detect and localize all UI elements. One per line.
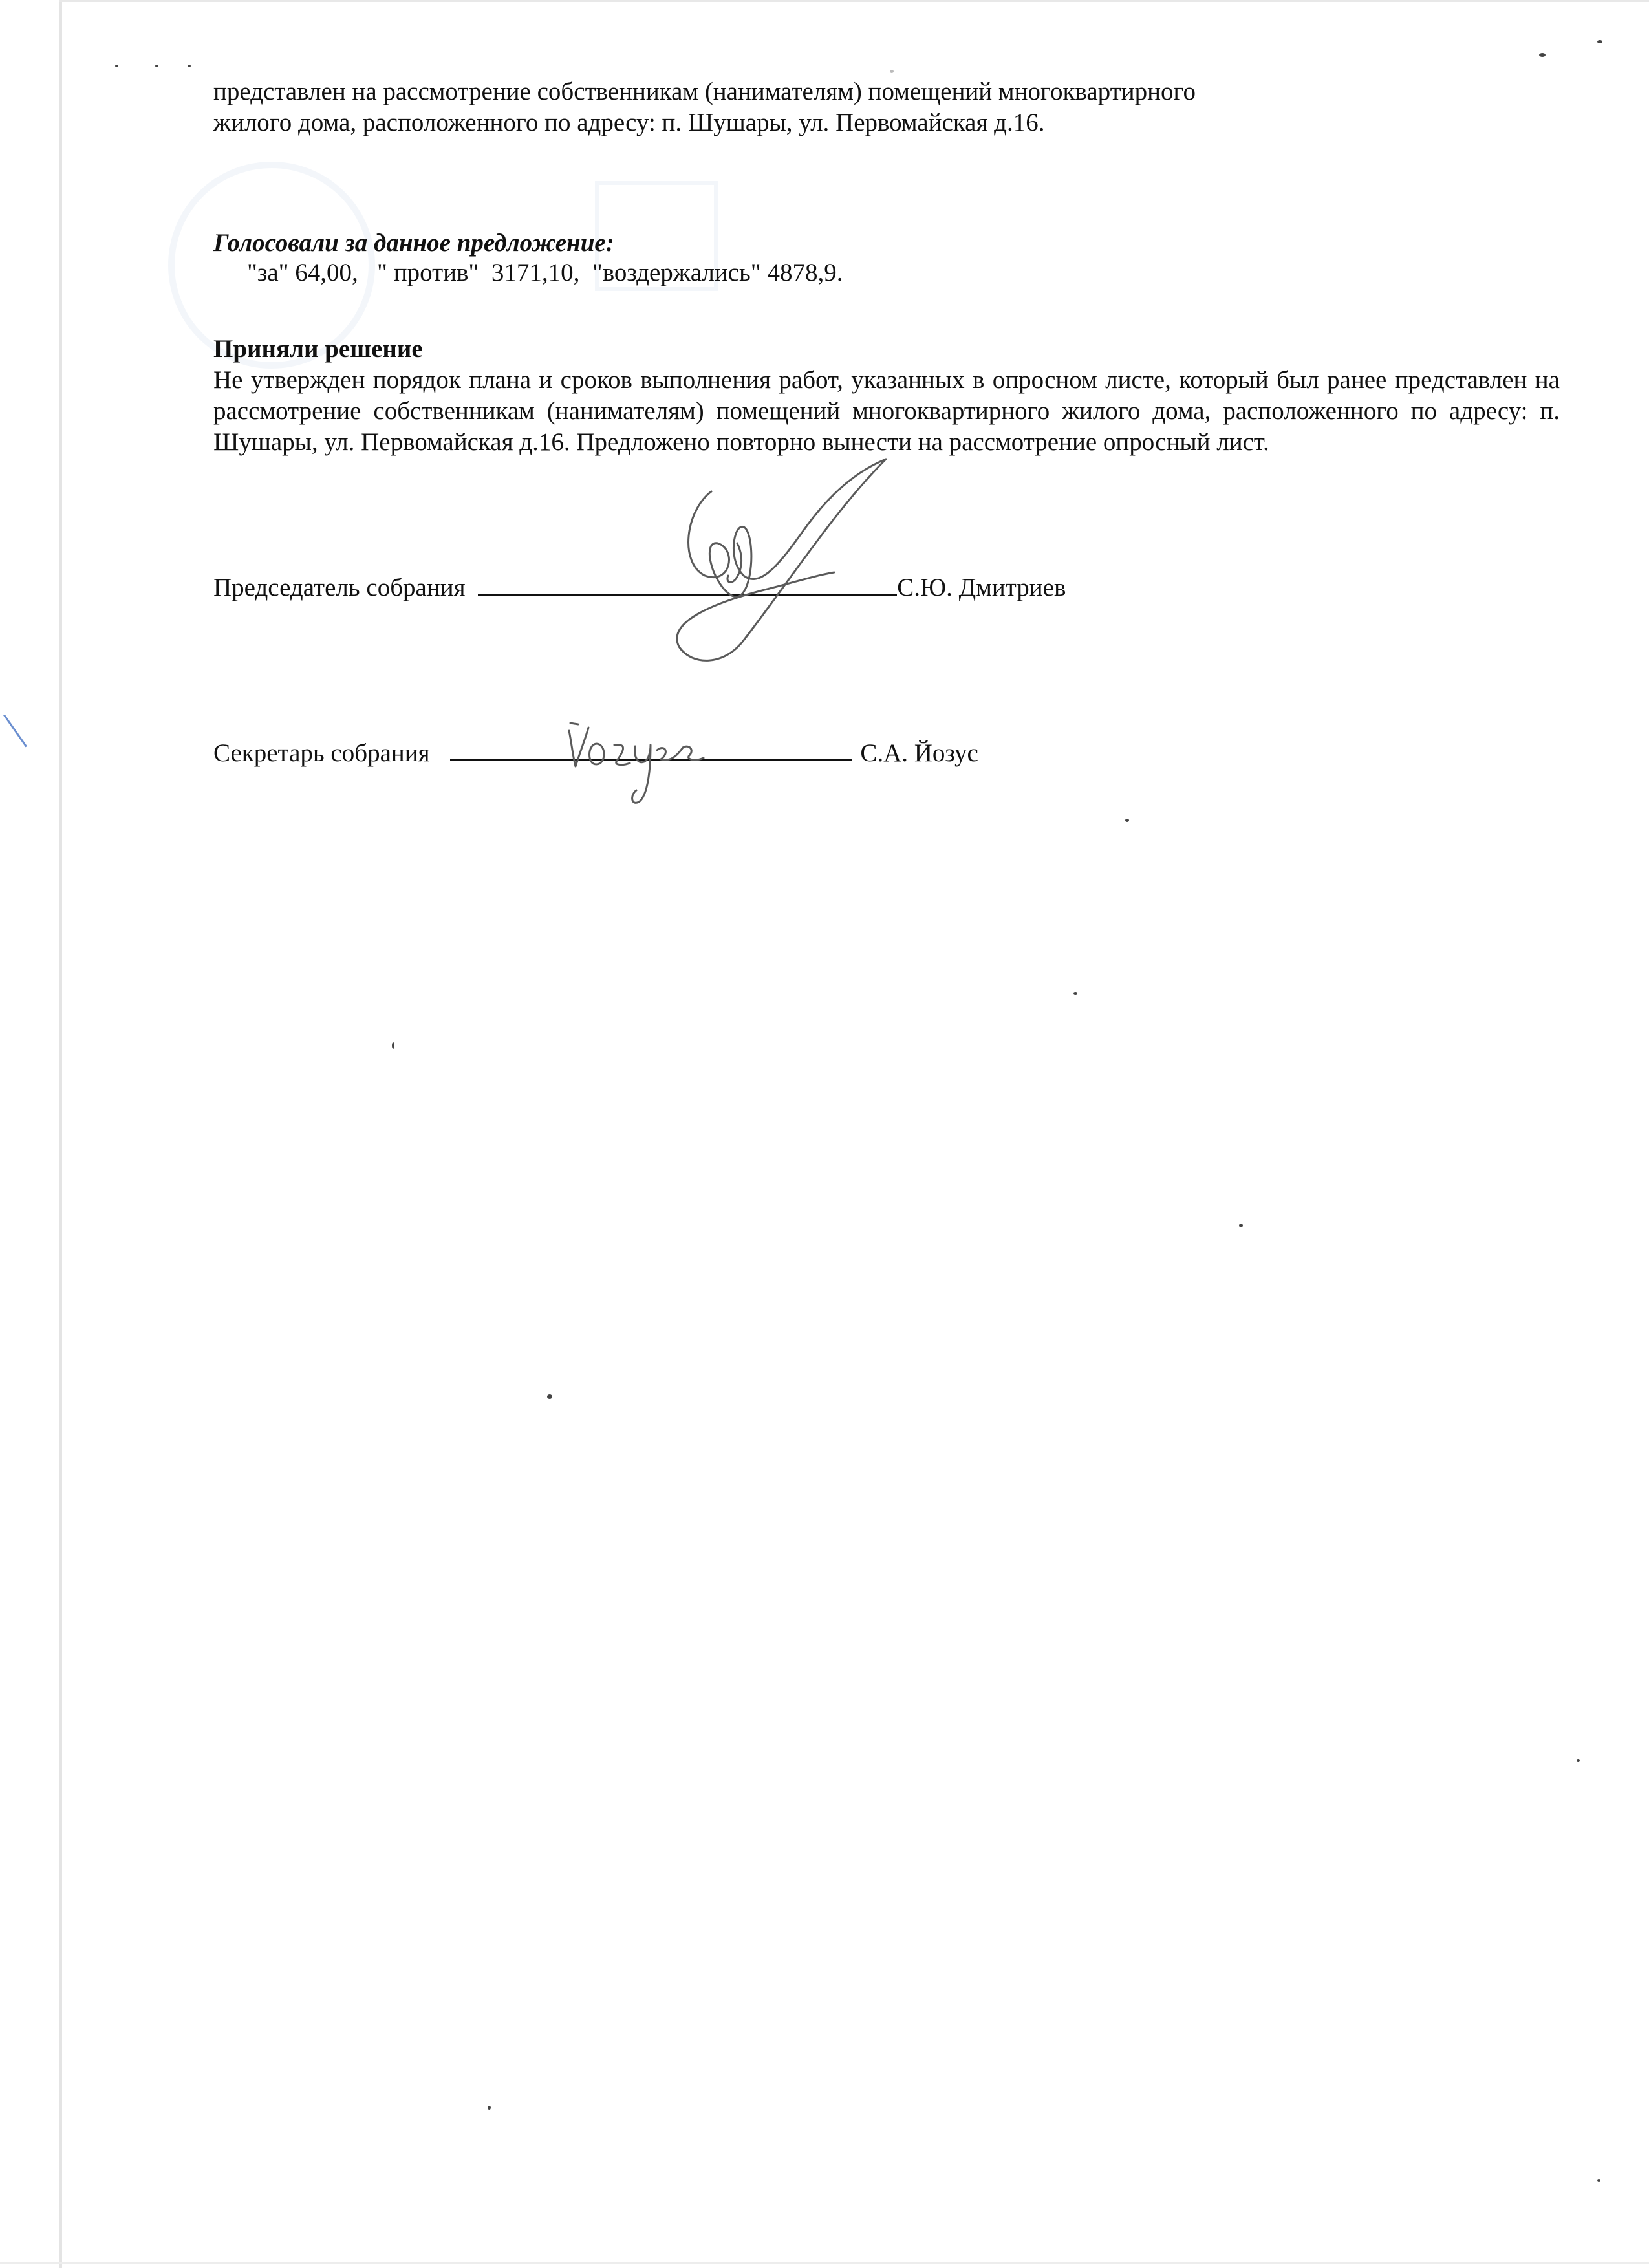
decision-text: Не утвержден порядок плана и сроков выполнения работ, указанных в опросном листе, который был ранее представлен на рассмотрение собственникам (нанимателям) помещений многоквартирного жилого дома, расположенного по адресу: п. Шушары, ул. Первомайская д.16. Предложено повторно вынести на рассмотрение опросный лист. [213, 366, 1560, 456]
scan-speck [1597, 40, 1602, 43]
scan-speck [1577, 1759, 1580, 1762]
scan-speck [1539, 53, 1546, 57]
voting-heading-block [213, 228, 1560, 259]
chairman-signature-mark [640, 453, 912, 673]
scan-speck [1239, 1224, 1243, 1227]
decision-heading: Приняли решение [213, 335, 423, 363]
scan-speck [890, 70, 894, 73]
scan-speck [115, 65, 118, 67]
scan-edge [59, 0, 1649, 2]
secretary-label: Секретарь собрания [213, 739, 430, 767]
secretary-name: С.А. Йозус [860, 739, 978, 767]
scan-speck [155, 65, 158, 67]
scan-speck [1597, 2179, 1600, 2182]
scan-blue-mark [3, 715, 27, 748]
scan-edge [0, 2262, 1649, 2264]
intro-paragraph [213, 76, 1560, 138]
scan-speck [392, 1042, 394, 1049]
scan-speck [1073, 992, 1077, 995]
voting-results: "за" 64,00, " против" 3171,10, "воздержались" 4878,9. [247, 259, 843, 286]
voting-heading: Голосовали за данное предложение: [213, 229, 614, 257]
decision-block [213, 334, 1560, 458]
scan-speck [1125, 819, 1129, 822]
scan-speck [188, 65, 191, 67]
secretary-signature-mark [556, 705, 724, 821]
intro-line-2: жилого дома, расположенного по адресу: п. Шушары, ул. Первомайская д.16. [213, 109, 1045, 136]
scan-speck [488, 2106, 491, 2110]
scan-speck [547, 1394, 552, 1399]
chairman-name: С.Ю. Дмитриев [897, 574, 1066, 601]
chairman-label: Председатель собрания [213, 574, 466, 601]
scan-edge [59, 0, 62, 2268]
intro-line-1: представлен на рассмотрение собственникам (нанимателям) помещений многоквартирного [213, 78, 1196, 105]
